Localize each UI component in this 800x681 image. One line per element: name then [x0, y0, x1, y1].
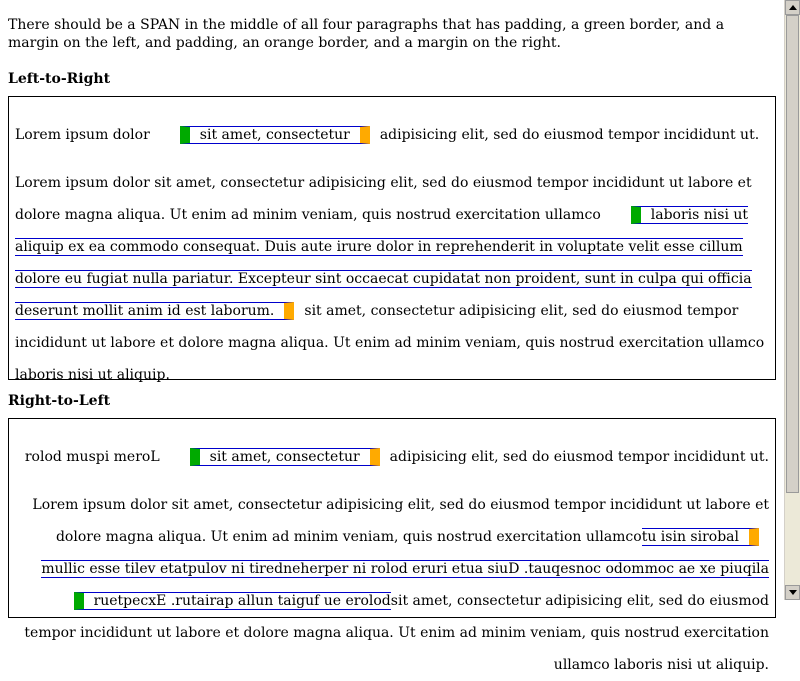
rtl-box	[8, 418, 776, 673]
heading-ltr: Left-to-Right	[8, 71, 111, 87]
ltr-p1-after: adipisicing elit, sed do eiusmod tempor incididunt ut.	[379, 127, 760, 143]
rtl-p1-before: rolod muspi meroL	[24, 449, 160, 465]
ltr-p1-test-span: sit amet, consectetur	[180, 126, 370, 144]
rtl-p2-test-span: laboris nisi ut aliquip ex ea commodo consequat. Duis aute irure dolor in reprehenderit in voluptate velit esse cillum dolore eu fugiat nulla pariatur. Excepteur	[41, 529, 769, 609]
rtl-p2-after: sit amet, consectetur adipisicing elit, sed do eiusmod tempor incididunt ut labore et dolore magna aliqua. Ut enim ad minim veniam, quis nostrud exercitation ullamco laboris nisi ut aliquip.	[24, 593, 769, 673]
rtl-p2-before: Lorem ipsum dolor sit amet, consectetur adipisicing elit, sed do eiusmod tempor incididunt ut labore et dolore magna aliqua. Ut enim ad minim veniam, quis nostrud exercitation ullamco	[32, 497, 769, 545]
scroll-up-button[interactable]	[785, 0, 800, 15]
ltr-box	[8, 96, 776, 383]
heading-rtl: Right-to-Left	[8, 393, 111, 409]
ltr-p2-test-span: laboris nisi ut aliquip ex ea commodo consequat. Duis aute irure dolor in reprehenderit in voluptate velit esse cillum dolore eu fugiat nulla pariatur. Excepteur sint occaecat cupidatat non proident, sunt in culpa qui officia deserunt mollit anim id est laborum.	[15, 207, 752, 319]
rtl-paragraph-1	[9, 441, 775, 473]
ltr-p2-before: Lorem ipsum dolor sit amet, consectetur adipisicing elit, sed do eiusmod tempor incididunt ut labore et dolore magna aliqua. Ut enim ad minim veniam, quis nostrud exercitation ullamco	[15, 175, 752, 223]
vertical-scrollbar[interactable]	[784, 0, 800, 600]
scroll-down-button[interactable]	[785, 585, 800, 600]
rtl-paragraph-2	[9, 489, 775, 681]
arrow-up-icon	[789, 5, 797, 10]
ltr-p2-after: sit amet, consectetur adipisicing elit, sed do eiusmod tempor incididunt ut labore et dolore magna aliqua. Ut enim ad minim veniam, quis nostrud exercitation ullamco laboris nisi ut aliquip.	[15, 303, 765, 383]
rtl-p1-after: adipisicing elit, sed do eiusmod tempor incididunt ut.	[389, 449, 769, 465]
ltr-p1-before: Lorem ipsum dolor	[15, 127, 150, 143]
scroll-thumb[interactable]	[786, 15, 799, 493]
ltr-paragraph-2	[9, 167, 775, 391]
intro-text: There should be a SPAN in the middle of all four paragraphs that has padding, a green border, and a margin on the left, and padding, an orange border, and a margin on the right.	[8, 17, 725, 51]
arrow-down-icon	[789, 590, 797, 595]
rtl-p1-test-span: rutetcesnoc ,tema tis	[190, 448, 380, 466]
ltr-paragraph-1	[9, 119, 775, 151]
